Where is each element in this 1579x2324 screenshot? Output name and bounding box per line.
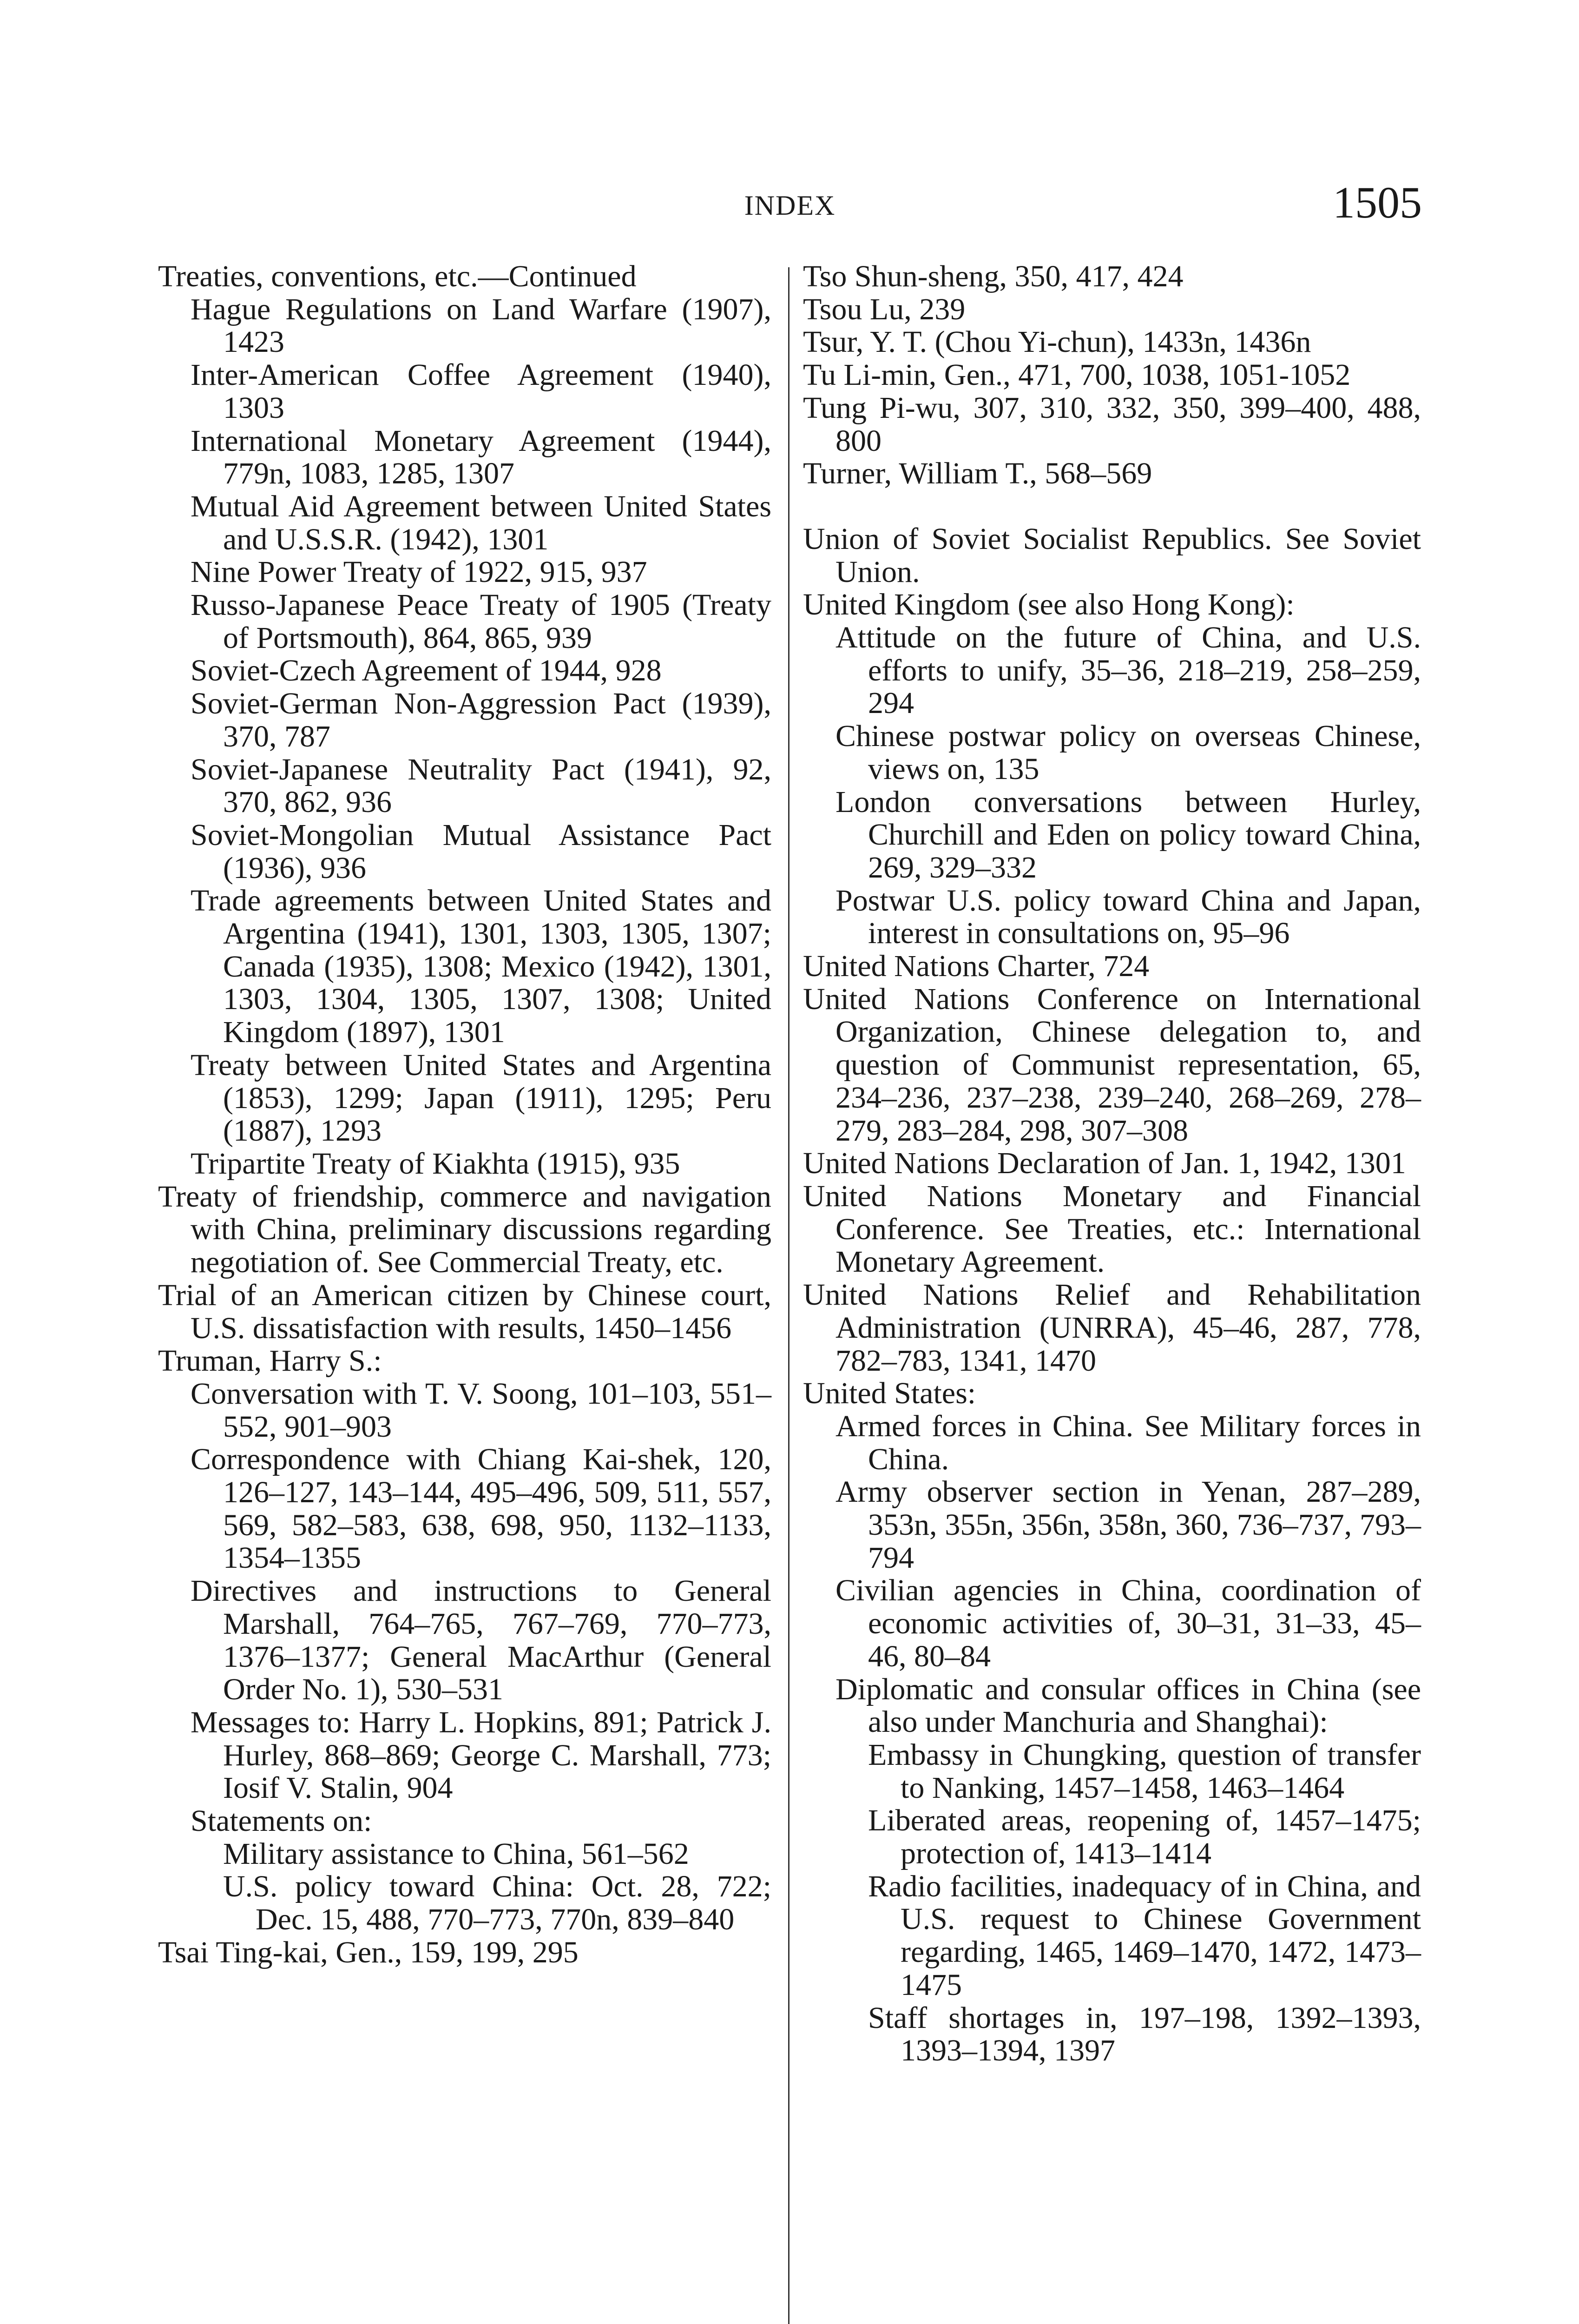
index-entry: United Nations Monetary and Financial Conference. See Treaties, etc.: International Monetary Agreement. [803,1179,1421,1279]
index-column-right [803,260,1421,2067]
index-entry: Tripartite Treaty of Kiakhta (1915), 935 [191,1146,680,1181]
index-entry: Turner, William T., 568–569 [803,456,1152,491]
index-entry: Directives and instructions to General Marshall, 764–765, 767–769, 770–773, 1376–1377; General MacArthur (General Order No. 1), 530–531 [191,1574,771,1707]
index-entry: Soviet-Japanese Neutrality Pact (1941), 92, 370, 862, 936 [191,752,771,819]
index-entry: Embassy in Chungking, question of transfer to Nanking, 1457–1458, 1463–1464 [868,1737,1421,1805]
index-entry: United Nations Relief and Rehabilitation Administration (UNRRA), 45–46, 287, 778, 782–783, 1341, 1470 [803,1278,1421,1378]
index-entry: Union of Soviet Socialist Republics. See Soviet Union. [803,522,1421,589]
index-entry: Treaties, conventions, etc.—Continued [158,259,637,293]
index-entry: Russo-Japanese Peace Treaty of 1905 (Treaty of Portsmouth), 864, 865, 939 [191,588,771,655]
index-entry: Treaty of friendship, commerce and navigation with China, preliminary discussions regarding negotiation of. See Commercial Treaty, etc. [158,1179,771,1280]
index-entry: United Kingdom (see also Hong Kong): [803,588,1295,622]
index-entry: Mutual Aid Agreement between United States and U.S.S.R. (1942), 1301 [191,489,771,556]
index-entry: Attitude on the future of China, and U.S. efforts to unify, 35–36, 218–219, 258–259, 294 [836,621,1421,720]
index-column-left [158,260,771,1969]
index-entry: Messages to: Harry L. Hopkins, 891; Patrick J. Hurley, 868–869; George C. Marshall, 773; Iosif V. Stalin, 904 [191,1705,771,1805]
index-entry: Inter-American Coffee Agreement (1940), 1303 [191,358,771,425]
index-entry: Hague Regulations on Land Warfare (1907), 1423 [191,292,771,359]
index-entry: Correspondence with Chiang Kai-shek, 120, 126–127, 143–144, 495–496, 509, 511, 557, 569, 582–583, 638, 698, 950, 1132–1133, 1354–1355 [191,1442,771,1575]
index-entry: Radio facilities, inadequacy of in China, and U.S. request to Chinese Government regarding, 1465, 1469–1470, 1472, 1473–1475 [868,1869,1421,2002]
index-entry: United States: [803,1376,976,1411]
index-entry: Liberated areas, reopening of, 1457–1475; protection of, 1413–1414 [868,1803,1421,1871]
index-entry: Staff shortages in, 197–198, 1392–1393, 1393–1394, 1397 [868,2000,1421,2068]
index-entry: Tso Shun-sheng, 350, 417, 424 [803,259,1184,293]
index-entry: Tsai Ting-kai, Gen., 159, 199, 295 [158,1935,579,1969]
page-number: 1505 [1333,178,1422,227]
index-entry: U.S. policy toward China: Oct. 28, 722; Dec. 15, 488, 770–773, 770n, 839–840 [223,1869,771,1937]
index-entry: Treaty between United States and Argentina (1853), 1299; Japan (1911), 1295; Peru (1887), 1293 [191,1048,771,1148]
index-entry: Conversation with T. V. Soong, 101–103, 551–552, 901–903 [191,1376,771,1444]
index-entry: London conversations between Hurley, Churchill and Eden on policy toward China, 269, 329–332 [836,785,1421,885]
index-entry: Tung Pi-wu, 307, 310, 332, 350, 399–400, 488, 800 [803,390,1421,458]
index-entry: Soviet-Mongolian Mutual Assistance Pact (1936), 936 [191,818,771,885]
index-entry: United Nations Charter, 724 [803,949,1150,984]
index-entry: Truman, Harry S.: [158,1344,382,1378]
index-entry: Tu Li-min, Gen., 471, 700, 1038, 1051-1052 [803,358,1351,392]
index-entry: Nine Power Treaty of 1922, 915, 937 [191,555,647,589]
index-entry: Soviet-German Non-Aggression Pact (1939), 370, 787 [191,687,771,753]
page-header [158,177,1422,228]
index-entry: International Monetary Agreement (1944), 779n, 1083, 1285, 1307 [191,423,771,491]
index-entry: Civilian agencies in China, coordination of economic activities of, 30–31, 31–33, 45–46, 80–84 [836,1573,1421,1673]
index-entry: United Nations Conference on International Organization, Chinese delegation to, and question of Communist representation, 65, 234–236, 237–238, 239–240, 268–269, 278–279, 283–284, 298, 307–308 [803,982,1421,1148]
index-entry: Army observer section in Yenan, 287–289, 353n, 355n, 356n, 358n, 360, 736–737, 793–794 [836,1475,1421,1575]
index-entry: Trial of an American citizen by Chinese court, U.S. dissatisfaction with results, 1450–1456 [158,1278,771,1345]
index-entry: Soviet-Czech Agreement of 1944, 928 [191,654,662,688]
index-entry: Tsur, Y. T. (Chou Yi-chun), 1433n, 1436n [803,325,1311,359]
index-entry: Diplomatic and consular offices in China (see also under Manchuria and Shanghai): [836,1672,1421,1739]
index-entry: Trade agreements between United States and Argentina (1941), 1301, 1303, 1305, 1307; Canada (1935), 1308; Mexico (1942), 1301, 1303, 1304, 1305, 1307, 1308; United Kingdom (1897), 1301 [191,884,771,1050]
index-entry: Military assistance to China, 561–562 [223,1836,689,1871]
index-entry: United Nations Declaration of Jan. 1, 1942, 1301 [803,1146,1406,1181]
index-entry: Armed forces in China. See Military forces in China. [836,1409,1421,1476]
running-head: INDEX [744,190,836,221]
index-entry: Tsou Lu, 239 [803,292,966,326]
index-entry: Chinese postwar policy on overseas Chinese, views on, 135 [836,719,1421,786]
column-divider [788,267,790,2324]
index-entry: Postwar U.S. policy toward China and Japan, interest in consultations on, 95–96 [836,883,1421,951]
index-entry: Statements on: [191,1804,372,1838]
